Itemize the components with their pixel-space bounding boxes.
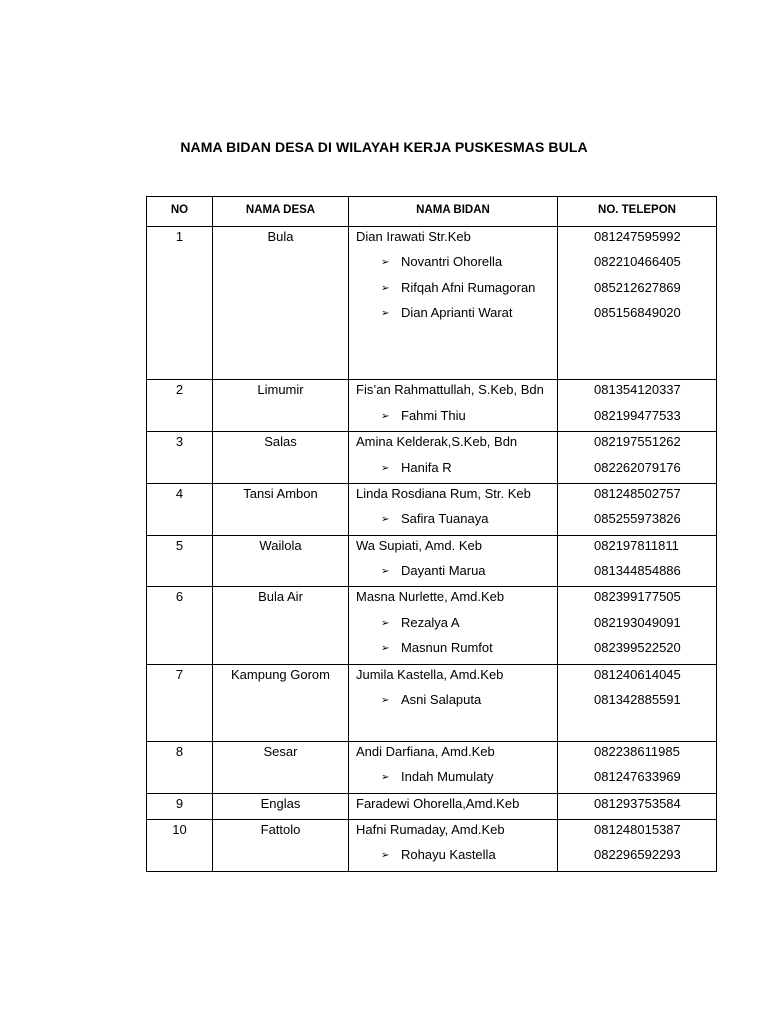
- member-midwife: [349, 638, 557, 663]
- table-row: [147, 793, 717, 819]
- row-number: [147, 742, 212, 767]
- member-midwife-phone: [558, 613, 716, 638]
- lead-midwife-phone: [558, 380, 716, 405]
- row-number-text: 1: [175, 229, 184, 244]
- lead-midwife-name: [349, 227, 557, 252]
- member-midwife-name: Safira Tuanaya: [401, 511, 489, 527]
- lead-midwife-phone-text: 081354120337: [594, 382, 681, 398]
- row-number-text: 8: [175, 743, 184, 759]
- arrow-bullet-icon: ➢: [381, 410, 390, 422]
- lead-midwife-name: [349, 536, 557, 561]
- cell-nama-desa: [213, 587, 349, 664]
- row-number: [147, 794, 212, 819]
- member-midwife: [349, 278, 557, 303]
- member-midwife-phone-text: 081344854886: [594, 563, 681, 579]
- member-midwife-name: Dayanti Marua: [401, 563, 486, 579]
- table-header: [147, 197, 717, 227]
- cell-no: [147, 819, 213, 871]
- cell-no: [147, 432, 213, 484]
- member-midwife-phone: [558, 845, 716, 870]
- cell-no-telepon: [558, 793, 717, 819]
- village-name: [213, 794, 348, 819]
- row-number: [147, 484, 212, 509]
- arrow-bullet-icon: ➢: [381, 257, 390, 269]
- row-number: [147, 227, 212, 252]
- member-midwife: [349, 767, 557, 792]
- lead-midwife-name: [349, 742, 557, 767]
- cell-nama-bidan: [349, 432, 558, 484]
- arrow-bullet-icon: ➢: [381, 566, 390, 578]
- village-name: [213, 380, 348, 405]
- member-midwife-phone-text: 082296592293: [594, 847, 681, 863]
- lead-midwife-name-text: Amina Kelderak,S.Keb, Bdn: [356, 434, 518, 450]
- village-name-text: Limumir: [257, 382, 304, 398]
- lead-midwife-phone-text: 082399177505: [594, 589, 681, 605]
- page-title: NAMA BIDAN DESA DI WILAYAH KERJA PUSKESMAS BULA: [180, 139, 588, 155]
- arrow-bullet-icon: ➢: [381, 850, 390, 862]
- lead-midwife-name: [349, 587, 557, 612]
- member-midwife-name: Masnun Rumfot: [401, 640, 493, 656]
- lead-midwife-name: [349, 794, 557, 819]
- cell-nama-bidan: [349, 483, 558, 535]
- cell-no: [147, 483, 213, 535]
- lead-midwife-phone-text: 082197551262: [594, 434, 681, 450]
- arrow-bullet-icon: ➢: [381, 643, 390, 655]
- row-number: [147, 536, 212, 561]
- village-name-text: Fattolo: [260, 821, 301, 837]
- cell-nama-bidan: [349, 587, 558, 664]
- member-midwife: [349, 303, 557, 328]
- lead-midwife-phone-text: 082197811811: [594, 537, 679, 553]
- table-row: [147, 483, 717, 535]
- arrow-bullet-icon: ➢: [381, 462, 390, 474]
- row-number-text: 4: [175, 485, 184, 501]
- cell-nama-bidan: [349, 819, 558, 871]
- member-midwife-phone: [558, 561, 716, 586]
- row-number-text: 10: [172, 821, 187, 837]
- lead-midwife-name: [349, 820, 557, 845]
- village-name-text: Bula: [267, 229, 294, 244]
- village-name: [213, 665, 348, 690]
- village-name-text: Wailola: [259, 537, 302, 553]
- member-midwife-phone-text: 081247633969: [594, 769, 681, 785]
- cell-no-telepon: [558, 535, 717, 587]
- lead-midwife-name-text: Linda Rosdiana Rum, Str. Keb: [356, 485, 531, 501]
- arrow-bullet-icon: ➢: [381, 695, 390, 707]
- row-number-text: 3: [175, 434, 184, 450]
- table-row: [147, 587, 717, 664]
- lead-midwife-phone: [558, 820, 716, 845]
- member-midwife: [349, 252, 557, 277]
- lead-midwife-phone-text: 081240614045: [594, 666, 681, 682]
- cell-no: [147, 227, 213, 380]
- lead-midwife-phone-text: 082238611985: [594, 743, 680, 759]
- lead-midwife-name: [349, 665, 557, 690]
- member-midwife-phone: [558, 406, 716, 431]
- cell-nama-desa: [213, 380, 349, 432]
- lead-midwife-name-text: Dian Irawati Str.Keb: [356, 229, 471, 244]
- member-midwife-name: Dian Aprianti Warat: [401, 305, 513, 321]
- cell-no-telepon: [558, 483, 717, 535]
- cell-no-telepon: [558, 664, 717, 741]
- member-midwife-name: Novantri Ohorella: [401, 254, 503, 270]
- member-midwife: [349, 561, 557, 586]
- arrow-bullet-icon: ➢: [381, 514, 390, 526]
- village-name-text: Tansi Ambon: [243, 485, 318, 501]
- member-midwife-phone-text: 082262079176: [594, 459, 681, 475]
- lead-midwife-name-text: Wa Supiati, Amd. Keb: [356, 537, 482, 553]
- arrow-bullet-icon: ➢: [381, 617, 390, 629]
- member-midwife-phone: [558, 638, 716, 663]
- lead-midwife-name-text: Fis’an Rahmattullah, S.Keb, Bdn: [356, 382, 544, 398]
- member-midwife-phone-text: 082193049091: [594, 614, 681, 630]
- cell-nama-bidan: [349, 741, 558, 793]
- row-number-text: 7: [175, 666, 184, 682]
- cell-nama-bidan: [349, 227, 558, 380]
- cell-nama-bidan: [349, 664, 558, 741]
- midwife-table: [146, 196, 717, 872]
- cell-nama-desa: [213, 483, 349, 535]
- row-number-text: 6: [175, 589, 184, 605]
- row-number-text: 2: [175, 382, 184, 398]
- cell-nama-desa: [213, 227, 349, 380]
- header-nama-desa: NAMA DESA: [213, 197, 349, 227]
- member-midwife-phone-text: 085255973826: [594, 511, 681, 527]
- cell-no: [147, 535, 213, 587]
- member-midwife-phone: [558, 278, 716, 303]
- cell-nama-bidan: [349, 793, 558, 819]
- header-nama-bidan: NAMA BIDAN: [349, 197, 558, 227]
- lead-midwife-phone-text: 081248502757: [594, 485, 681, 501]
- cell-no-telepon: [558, 587, 717, 664]
- village-name: [213, 484, 348, 509]
- header-no-telepon: NO. TELEPON: [558, 197, 717, 227]
- header-no: NO: [147, 197, 213, 227]
- row-number: [147, 665, 212, 690]
- member-midwife: [349, 690, 557, 715]
- member-midwife: [349, 406, 557, 431]
- table-row: [147, 535, 717, 587]
- lead-midwife-phone: [558, 742, 716, 767]
- member-midwife: [349, 509, 557, 534]
- member-midwife-phone: [558, 252, 716, 277]
- cell-nama-bidan: [349, 380, 558, 432]
- lead-midwife-name-text: Andi Darfiana, Amd.Keb: [356, 743, 495, 759]
- member-midwife: [349, 458, 557, 483]
- row-number: [147, 432, 212, 457]
- village-name-text: Sesar: [263, 743, 298, 759]
- lead-midwife-name-text: Jumila Kastella, Amd.Keb: [356, 666, 504, 682]
- member-midwife-phone-text: 085212627869: [594, 279, 681, 295]
- lead-midwife-phone: [558, 665, 716, 690]
- member-midwife-name: Rohayu Kastella: [401, 847, 496, 863]
- table-row: [147, 664, 717, 741]
- cell-no-telepon: [558, 819, 717, 871]
- cell-nama-desa: [213, 432, 349, 484]
- lead-midwife-name: [349, 484, 557, 509]
- table-row: [147, 227, 717, 380]
- lead-midwife-name-text: Faradewi Ohorella,Amd.Keb: [356, 795, 520, 811]
- lead-midwife-phone-text: 081293753584: [594, 795, 681, 811]
- member-midwife-phone: [558, 690, 716, 715]
- village-name: [213, 820, 348, 845]
- cell-no-telepon: [558, 741, 717, 793]
- cell-no: [147, 793, 213, 819]
- member-midwife-name: Rezalya A: [401, 614, 460, 630]
- village-name-text: Salas: [264, 434, 297, 450]
- member-midwife-phone-text: 082199477533: [594, 407, 681, 423]
- village-name-text: Kampung Gorom: [231, 666, 330, 682]
- table-row: [147, 741, 717, 793]
- cell-no-telepon: [558, 227, 717, 380]
- village-name: [213, 536, 348, 561]
- cell-no: [147, 380, 213, 432]
- member-midwife-name: Rifqah Afni Rumagoran: [401, 279, 536, 295]
- cell-no: [147, 587, 213, 664]
- table-row: [147, 380, 717, 432]
- member-midwife-phone-text: 081342885591: [594, 692, 681, 708]
- member-midwife-name: Fahmi Thiu: [401, 407, 466, 423]
- cell-no: [147, 741, 213, 793]
- cell-nama-bidan: [349, 535, 558, 587]
- table-row: [147, 819, 717, 871]
- cell-no-telepon: [558, 432, 717, 484]
- row-number: [147, 820, 212, 845]
- village-name-text: Englas: [260, 795, 301, 811]
- member-midwife-name: Asni Salaputa: [401, 692, 482, 708]
- table-row: [147, 432, 717, 484]
- lead-midwife-name-text: Masna Nurlette, Amd.Keb: [356, 589, 505, 605]
- cell-nama-desa: [213, 819, 349, 871]
- lead-midwife-name: [349, 432, 557, 457]
- member-midwife-phone: [558, 509, 716, 534]
- member-midwife-phone: [558, 767, 716, 792]
- member-midwife: [349, 613, 557, 638]
- lead-midwife-name-text: Hafni Rumaday, Amd.Keb: [356, 821, 505, 837]
- cell-nama-desa: [213, 793, 349, 819]
- member-midwife-phone-text: 085156849020: [594, 305, 681, 321]
- member-midwife-name: Indah Mumulaty: [401, 769, 494, 785]
- village-name-text: Bula Air: [258, 589, 303, 605]
- member-midwife-phone-text: 082399522520: [594, 640, 681, 656]
- cell-no: [147, 664, 213, 741]
- lead-midwife-phone: [558, 484, 716, 509]
- row-number: [147, 380, 212, 405]
- lead-midwife-phone: [558, 794, 716, 819]
- lead-midwife-phone: [558, 227, 716, 252]
- lead-midwife-phone-text: 081247595992: [594, 229, 681, 244]
- lead-midwife-phone: [558, 432, 716, 457]
- cell-nama-desa: [213, 535, 349, 587]
- arrow-bullet-icon: ➢: [381, 772, 390, 784]
- member-midwife-phone: [558, 458, 716, 483]
- member-midwife-name: Hanifa R: [401, 459, 452, 475]
- row-number-text: 9: [175, 795, 184, 811]
- arrow-bullet-icon: ➢: [381, 308, 390, 320]
- header-row: [147, 197, 717, 227]
- village-name: [213, 227, 348, 252]
- member-midwife: [349, 845, 557, 870]
- cell-nama-desa: [213, 741, 349, 793]
- lead-midwife-phone-text: 081248015387: [594, 821, 681, 837]
- member-midwife-phone-text: 082210466405: [594, 254, 681, 270]
- member-midwife-phone: [558, 303, 716, 328]
- village-name: [213, 742, 348, 767]
- row-number: [147, 587, 212, 612]
- cell-nama-desa: [213, 664, 349, 741]
- village-name: [213, 432, 348, 457]
- table-body: [147, 227, 717, 872]
- arrow-bullet-icon: ➢: [381, 282, 390, 294]
- row-number-text: 5: [175, 537, 184, 553]
- lead-midwife-phone: [558, 587, 716, 612]
- village-name: [213, 587, 348, 612]
- cell-no-telepon: [558, 380, 717, 432]
- lead-midwife-phone: [558, 536, 716, 561]
- lead-midwife-name: [349, 380, 557, 405]
